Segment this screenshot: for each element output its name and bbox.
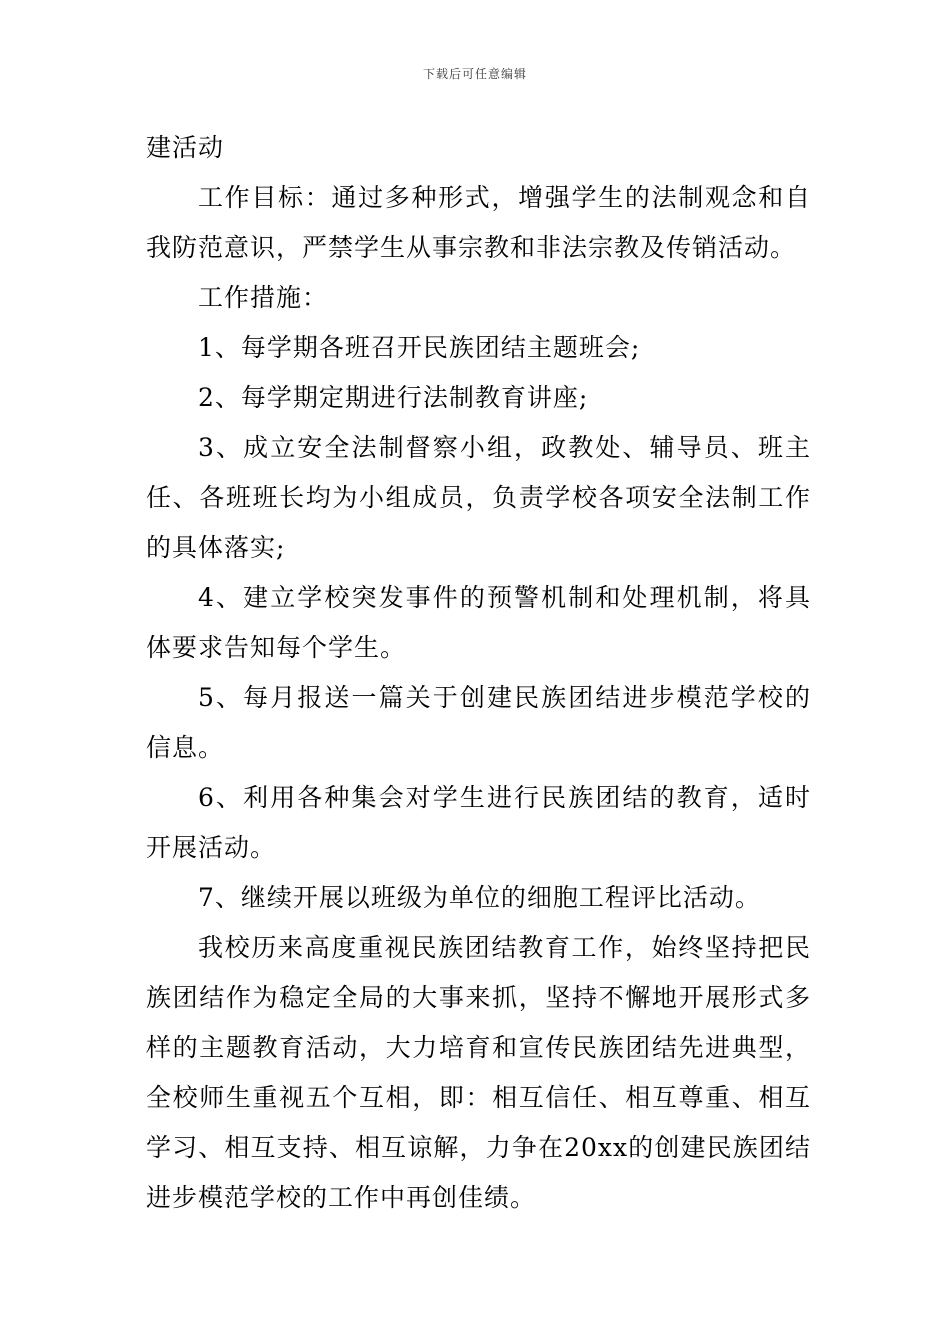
document-body [146, 123, 811, 1223]
list-item-4: 4、建立学校突发事件的预警机制和处理机制，将具体要求告知每个学生。 [146, 583, 811, 662]
paragraph-work-goal: 工作目标：通过多种形式，增强学生的法制观念和自我防范意识，严禁学生从事宗教和非法宗教及传销活动。 [146, 183, 811, 262]
list-item-3: 3、成立安全法制督察小组，政教处、辅导员、班主任、各班班长均为小组成员，负责学校各项安全法制工作的具体落实; [146, 433, 811, 562]
list-item-1: 1、每学期各班召开民族团结主题班会; [198, 333, 641, 362]
list-item-5: 5、每月报送一篇关于创建民族团结进步模范学校的信息。 [146, 683, 811, 762]
paragraph-summary: 我校历来高度重视民族团结教育工作，始终坚持把民族团结作为稳定全局的大事来抓，坚持不懈地开展形式多样的主题教育活动，大力培育和宣传民族团结先进典型，全校师生重视五个互相，即：相互信任、相互尊重、相互学习、相互支持、相互谅解，力争在20xx的创建民族团结进步模范学校的工作中再创佳绩。 [146, 933, 811, 1212]
list-item-2: 2、每学期定期进行法制教育讲座; [198, 383, 589, 412]
page-header: 下载后可任意编辑 [422, 67, 527, 81]
paragraph-work-measures-heading: 工作措施： [198, 283, 329, 312]
list-item-6: 6、利用各种集会对学生进行民族团结的教育，适时开展活动。 [146, 783, 811, 862]
list-item-7: 7、继续开展以班级为单位的细胞工程评比活动。 [198, 883, 761, 912]
paragraph-continuation: 建活动 [146, 133, 225, 162]
